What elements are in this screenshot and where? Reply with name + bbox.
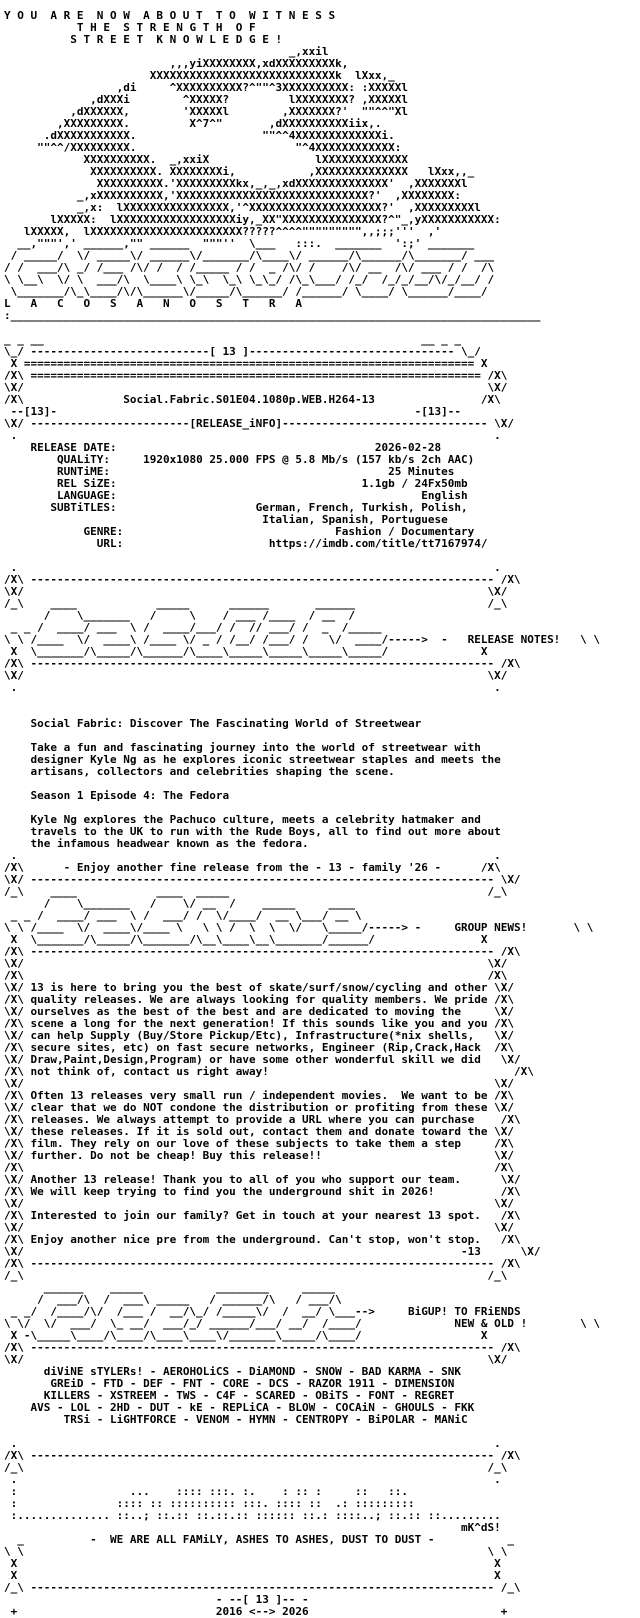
text-line: \X/ 13 is here to bring you the best of skate/surf/snow/cycling and other \X/	[4, 981, 514, 994]
info-row: URL: https://imdb.com/title/tt7167974/	[96, 537, 488, 550]
text-line: Kyle Ng explores the Pachuco culture, meets a celebrity hatmaker and	[30, 813, 481, 826]
nfo-document: Y O U A R E N O W A B O U T T O W I T N E S S T H E S T R E N G T H O F S T R E E T K N O W L E D G E ! _,xxil ,,,yiXXXXXXXX,xdXXXXXXXXXk, XXXXXXXXXXXXXXXXXXXXXXXXXXXXk lXxx,_ ,di ^XXXXXXXXXX?^""^3XXXXXXXXXX: :XXXXXl ,dXXXi ^XXXXX? lXXXXXXXX? ,XXXXXl ,dXXXXXX, 'XXXXXl ,XXXXXXX?' ""^^"Xl ,XXXXXXXXX. X^7^" ,dXXXXXXXXXXiix,. .dXXXXXXXXXXX. ""^^4XXXXXXXXXXXXXi. ""^^/XXXXXXXXX. "^4XXXXXXXXXXXX: XXXXXXXXXX. _,xxiX lXXXXXXXXXXXXX XXXXXXXXXX. XXXXXXXXi, ,XXXXXXXXXXXXXX lXxx,,_ XXXXXXXXXX.'XXXXXXXXXkx,_,_,xdXXXXXXXXXXXXXX' ,XXXXXXXl _,xXXXXXXXXXX,'XXXXXXXXXXXXXXXXXXXXXXXXXXXXX?' ,XXXXXXXX: _,x: lXXXXXXXXXXXXXXXX,'^XXXXXXXXXXXXXXXXXXXX?' ,XXXXXXXXXl lXXXXX: lXXXXXXXXXXXXXXXXXXiy,_XX"XXXXXXXXXXXXXXX?^"_,yXXXXXXXXXXX: lXXXXX, lXXXXXXXXXXXXXXXXXXXXXXX?????^^^^""""""""",,;;;''' ,' __,"""',' ______,"" ______ """'' \___ :::. _______ ':;' _______ / _____/ \/ _____\/ ______\/_______/\____\/ ______/\______/\_______/ ___ / / ___/\ _/ /___ /\/ / / /_____ / / _ /\/ / /\/ __ /\/ ___ / / /\ \ \__\ \/ \ ___/\ \____\ \_\ \_\ \_\_/ /\_\___/ /_/ /_/_/__/\/_/__/ / \_______/\_\____/\/\______\/_____/\______/ /______/ \____/ \______/____/ L A C O S A N O S T R A :________________________________________________________________________________ _ _ __ __ _ _ \_/ ---------------------------[ 13 ]------------------------------- \_/ X ==================================================================== X /X\ ==================================================================== /X\ \X/ \X/ /X\ Social.Fabric.S01E04.1080p.WEB.H264-13 /X\ --[13]- -[13]-- \X/ ------------------------[RELEASE_iNFO]------------------------------- \X/ . . RELEASE DATE: 2026-02-28 QUALiTY: 1920x1080 25.000 FPS @ 5.8 Mb/s (157 kb/s 2ch AAC) RUNTiME: 25 Minutes REL SiZE: 1.1gb / 24Fx50mb LANGUAGE: English SUBTiTLES: German, French, Turkish, Polish, Italian, Spanish, Portuguese GENRE: Fashion / Documentary URL: https://imdb.com/title/tt7167974/ . . /X\ ---------------------------------------------------------------------- /X\ \X/ \X/ /_\ ____ _____ ______ ______ /_\ / \_______ / \ / ___ /____ / __ / _ _ / ____/ ___ \ / ____/___/ / // ___/ / _ /_____ \ \ /____ \/ ____\ /____ \/ _ / /__/ /___/ / \/ ____/-----> - RELEASE NOTES! \ \ X \_______/\_____/\______/\____\_____\_____\_____\_____/ X /X\ ---------------------------------------------------------------------- /X\ \X/ \X/ . . Social Fabric: Discover The Fascinating World of Streetwear Take a fun and fascinating journey into the world of streetwear with designer Kyle Ng as he explores iconic streetwear staples and meets the artisans, collectors and celebrities shaping the scene. Season 1 Episode 4: The Fedora Kyle Ng explores the Pachuco culture, meets a celebrity hatmaker and travels to the UK to run with the Rude Boys, all to find out more about the infamous headwear known as the fedora. . . /X\ - Enjoy another fine release from the - 13 - family '26 - /X\ \X/ ---------------------------------------------------------------------- \X/ /_\ ____ ____ _____ /_\ / \_______ / \/ __ / _____ ____ _ _ / ____/ ___ \ / ___/ / \/____/ __ \___/ __ \ \ \ /____ \/ ____\/____ \ \ \ / \ \ \/ \_____/-----> - GROUP NEWS! \ \ X \_______/\_____/\_______/\__\____\__\_______/______/ X /X\ ---------------------------------------------------------------------- /X\ \X/ \X/ /X\ /X\ \X/ 13 is here to bring you the best of skate/surf/snow/cycling and other \X/ /X\ quality releases. We are always looking for quality members. We pride /X\ \X/ ourselves as the best of the best and are dedicated to moving the \X/ /X\ scene a long for the next generation! If this sounds like you and you /X\ \X/ can help Supply (Buy/Store Pickup/Etc), Infrastructure(*nix shells, \X/ /X\ secure sites, etc) on fast secure networks, Engineer (Rip,Crack,Hack /X\ \X/ Draw,Paint,Design,Program) or have some other wonderful skill we did \X/ /X\ not think of, contact us right away! /X\ \X/ \X/ /X\ Often 13 releases very small run / independent movies. We want to be /X\ \X/ clear that we do NOT condone the distribution or profiting from these \X/ /X\ releases. We always attempt to provide a URL where you can purchase /X\ \X/ these releases. If it is sold out, contact them and donate toward the \X/ /X\ film. They rely on our love of these subjects to take them a step /X\ \X/ further. Do not be cheap! Buy this release!! \X/ /X\ /X\ \X/ Another 13 release! Thank you to all of you who support our team. \X/ /X\ We will keep trying to find you the underground shit in 2026! /X\ \X/ \X/ /X\ Interested to join our family? Get in touch at your nearest 13 spot. /X\ \X/ \X/ /X\ Enjoy another nice pre from the underground. Can't stop, won't stop. /X\ \X/ -13 \X/ /X\ ---------------------------------------------------------------------- /X\ /_\ /_\ ______ _____ ________ _____ / ___/\ / ___\ _____ / ______/\ / ___/\ _ _/ /____/\/ /___ / __/\_/ /_____\/ / __/ \___--> BiGUP! TO FRiENDS \ \/ \/ ___/ \_ __/ ___/_/ ______/___/ __/ /____/ NEW & OLD ! \ \ X -\_____\____/\____/\____\____\/_______\_____/\____/ X /X\ ---------------------------------------------------------------------- /X\ \X/ \X/ diViNE sTYLERs! - AEROHOLiCS - DiAMOND - SNOW - BAD KARMA - SNK GREiD - FTD - DEF - FNT - CORE - DCS - RAZOR 1911 - DIMENSION KILLERS - XSTREEM - TWS - C4F - SCARED - OBiTS - FONT - REGRET AVS - LOL - 2HD - DUT - kE - REPLiCA - BLOW - COCAiN - GHOULS - FKK TRSi - LiGHTFORCE - VENOM - HYMN - CENTROPY - BiPOLAR - MANiC . . /X\ ---------------------------------------------------------------------- /X\ /_\ /_\ . . : ... :::: :::. :. : :: : :: ::. : :::: :: :::::::::: :::. :::: :: .: ::::::::: :.............. ::..; ::.:: ::.::.:: :::::: ::.: ::::..; ::.:: ::......... mK^dS! _ - WE ARE ALL FAMiLY, ASHES TO ASHES, DUST TO DUST - _ \ \ \ \ X X X X /_\ ---------------------------------------------------------------------- /_\ - --[ 13 ]-- - + 2016 <--> 2026 +	[0, 0, 640, 1512]
section-release-info: \X/ ------------------------[RELEASE_iNFO]------------------------------- \X/	[4, 417, 514, 430]
greets-line: KILLERS - XSTREEM - TWS - C4F - SCARED - OBiTS - FONT - REGRET	[43, 1389, 455, 1402]
text-line: /X\ releases. We always attempt to provide a URL where you can purchase /X\	[4, 1113, 521, 1126]
footer-dot-art: . . : ... :::: :::. :. : :: : :: ::. : :::: :: :::::::::: :::. :::: :: .: ::::::::: :.............. ::..; ::.:: ::.::.:: :::::: ::.: ::::..; ::.:: ::......... mK^dS!	[4, 1473, 501, 1534]
text-line: /X\ scene a long for the next generation! If this sounds like you and you /X\	[4, 1017, 514, 1030]
info-row: GENRE: Fashion / Documentary	[83, 525, 475, 538]
release-info-table	[4, 442, 640, 550]
text-line: \X/ Another 13 release! Thank you to all of you who support our team. \X/	[4, 1173, 521, 1186]
release-name: Social.Fabric.S01E04.1080p.WEB.H264-13	[123, 393, 375, 406]
motto: - WE ARE ALL FAMiLY, ASHES TO ASHES, DUST TO DUST -	[90, 1533, 435, 1546]
text-line: \X/ Draw,Paint,Design,Program) or have some other wonderful skill we did \X/	[4, 1053, 521, 1066]
text-line: \X/ \X/	[4, 1077, 514, 1090]
info-row: LANGUAGE: English	[56, 489, 468, 502]
footer-years-line: + 2016 <--> 2026 +	[4, 1605, 508, 1618]
section-release-notes: \ \ /____ \/ ____\ /____ \/ _ / /__/ /___/ / \/ ____/-----> - RELEASE NOTES! \ \	[4, 633, 601, 646]
text-line: Season 1 Episode 4: The Fedora	[30, 789, 230, 802]
greets-list	[4, 1366, 640, 1426]
info-row: REL SiZE: 1.1gb / 24Fx50mb	[56, 477, 468, 490]
text-line: artisans, collectors and celebrities shaping the scene.	[30, 765, 395, 778]
info-row: QUALiTY: 1920x1080 25.000 FPS @ 5.8 Mb/s (157 kb/s 2ch AAC)	[56, 453, 475, 466]
text-line: /X\ not think of, contact us right away! /X\	[4, 1065, 534, 1078]
text-line: /X\ We will keep trying to find you the underground shit in 2026! /X\	[4, 1185, 521, 1198]
text-line: Take a fun and fascinating journey into the world of streetwear with	[30, 741, 481, 754]
text-line: /X\ /X\	[4, 1161, 514, 1174]
text-line: the infamous headwear known as the fedora.	[30, 837, 309, 850]
footer-label: - --[ 13 ]-- -	[215, 1593, 309, 1606]
motto-line: _ - WE ARE ALL FAMiLY, ASHES TO ASHES, DUST TO DUST - _	[4, 1533, 514, 1546]
tagline: - Enjoy another fine release from the - 13 - family '26 -	[63, 861, 442, 874]
info-row: RUNTiME: 25 Minutes	[56, 465, 455, 478]
tagline-line: /X\ - Enjoy another fine release from the - 13 - family '26 - /X\	[4, 861, 501, 874]
text-line: \X/ these releases. If it is sold out, contact them and donate toward the \X/	[4, 1125, 514, 1138]
text-line: /X\ secure sites, etc) on fast secure networks, Engineer (Rip,Crack,Hack /X\	[4, 1041, 514, 1054]
text-line: \X/ ourselves as the best of the best and are dedicated to moving the \X/	[4, 1005, 514, 1018]
release-name-line: /X\ Social.Fabric.S01E04.1080p.WEB.H264-13 /X\	[4, 393, 501, 406]
text-line: \X/ clear that we do NOT condone the distribution or profiting from these \X/	[4, 1101, 514, 1114]
banner-top-rule: \_/ ---------------------------[ 13 ]------------------------------- \_/	[4, 345, 481, 358]
side-tag-line: --[13]- -[13]--	[4, 405, 461, 418]
info-row: SUBTiTLES: German, French, Turkish, Polish,	[50, 501, 468, 514]
group-name: L A C O S A N O S T R A	[4, 297, 303, 310]
text-line: \X/ -13 \X/	[4, 1245, 541, 1258]
section-greets-sub: \ \/ \/ ___/ \_ __/ ___/_/ ______/___/ __/ /____/ NEW & OLD ! \ \	[4, 1317, 601, 1330]
section-group-news: \ \ /____ \/ ____\/____ \ \ \ / \ \ \/ \_____/-----> - GROUP NEWS! \ \	[4, 921, 594, 934]
intro-line-1: Y O U A R E N O W A B O U T T O W I T N E S S	[4, 9, 336, 22]
text-line: \X/ can help Supply (Buy/Store Pickup/Etc), Infrastructure(*nix shells, \X/	[4, 1029, 514, 1042]
group-news-body	[4, 982, 640, 1258]
art-credit: mK^dS!	[460, 1521, 501, 1534]
footer-years: 2016 <--> 2026	[215, 1605, 309, 1618]
info-row: Italian, Spanish, Portuguese	[262, 513, 448, 526]
logo-ascii-art: _,xxil ,,,yiXXXXXXXX,xdXXXXXXXXXk, XXXXXXXXXXXXXXXXXXXXXXXXXXXXk lXxx,_ ,di ^XXXXXXXXXX?^""^3XXXXXXXXXX: :XXXXXl ,dXXXi ^XXXXX? lXXXXXXXX? ,XXXXXl ,dXXXXXX, 'XXXXXl ,XXXXXXX?' ""^^"Xl ,XXXXXXXXX. X^7^" ,dXXXXXXXXXXiix,. .dXXXXXXXXXXX. ""^^4XXXXXXXXXXXXXi. ""^^/XXXXXXXXX. "^4XXXXXXXXXXXX: XXXXXXXXXX. _,xxiX lXXXXXXXXXXXXX XXXXXXXXXX. XXXXXXXXi, ,XXXXXXXXXXXXXX lXxx,,_ XXXXXXXXXX.'XXXXXXXXXkx,_,_,xdXXXXXXXXXXXXXX' ,XXXXXXXl _,xXXXXXXXXXX,'XXXXXXXXXXXXXXXXXXXXXXXXXXXXX?' ,XXXXXXXX: _,x: lXXXXXXXXXXXXXXXX,'^XXXXXXXXXXXXXXXXXXXX?' ,XXXXXXXXXl lXXXXX: lXXXXXXXXXXXXXXXXXXiy,_XX"XXXXXXXXXXXXXXX?^"_,yXXXXXXXXXXX: lXXXXX, lXXXXXXXXXXXXXXXXXXXXXXX?????^^^^""""""""",,;;;''' ,' __,"""',' ______,"" ______ """'' \___ :::. _______ ':;' _______ / _____/ \/ _____\/ ______\/_______/\____\/ ______/\______/\_______/ ___ / / ___/\ _/ /___ /\/ / / /_____ / / _ /\/ / /\/ __ /\/ ___ / / /\ \ \__\ \/ \ ___/\ \____\ \_\ \_\ \_\_/ /\_\___/ /_/ /_/_/__/\/_/__/ / \_______/\_\____/\/\______\/_____/\______/ /______/ \____/ \______/____/ L A C O S A N O S T R A :________________________________________________________________________________	[4, 46, 640, 322]
text-line: \X/ \X/	[4, 1197, 514, 1210]
intro-line-3: S T R E E T K N O W L E D G E !	[70, 33, 283, 46]
greets-line: TRSi - LiGHTFORCE - VENOM - HYMN - CENTROPY - BiPOLAR - MANiC	[63, 1413, 468, 1426]
info-row: RELEASE DATE: 2026-02-28	[30, 441, 442, 454]
text-line: /X\ Often 13 releases very small run / independent movies. We want to be /X\	[4, 1089, 514, 1102]
text-line: /X\ Enjoy another nice pre from the underground. Can't stop, won't stop. /X\	[4, 1233, 521, 1246]
greets-line: AVS - LOL - 2HD - DUT - kE - REPLiCA - BLOW - COCAiN - GHOULS - FKK	[30, 1401, 475, 1414]
text-line: /X\ film. They rely on our love of these subjects to take them a step /X\	[4, 1137, 514, 1150]
text-line: \X/ further. Do not be cheap! Buy this release!! \X/	[4, 1149, 514, 1162]
banner-label: [ 13 ]	[209, 345, 250, 358]
greets-line: diViNE sTYLERs! - AEROHOLiCS - DiAMOND - SNOW - BAD KARMA - SNK	[43, 1365, 461, 1378]
text-line: travels to the UK to run with the Rude Boys, all to find out more about	[30, 825, 501, 838]
greets-line: GREiD - FTD - DEF - FNT - CORE - DCS - RAZOR 1911 - DIMENSION	[50, 1377, 455, 1390]
release-notes-body	[4, 718, 640, 850]
section-greets: _ _/ /____/\/ /___ / __/\_/ /_____\/ / __/ \___--> BiGUP! TO FRiENDS	[4, 1305, 521, 1318]
text-line: \X/ \X/	[4, 1221, 514, 1234]
text-line: /X\ quality releases. We are always looking for quality members. We pride /X\	[4, 993, 514, 1006]
text-line: Social Fabric: Discover The Fascinating World of Streetwear	[30, 717, 422, 730]
text-line: /X\ Interested to join our family? Get in touch at your nearest 13 spot. /X\	[4, 1209, 521, 1222]
text-line: designer Kyle Ng as he explores iconic streetwear staples and meets the	[30, 753, 501, 766]
intro-line-2: T H E S T R E N G T H O F	[76, 21, 256, 34]
